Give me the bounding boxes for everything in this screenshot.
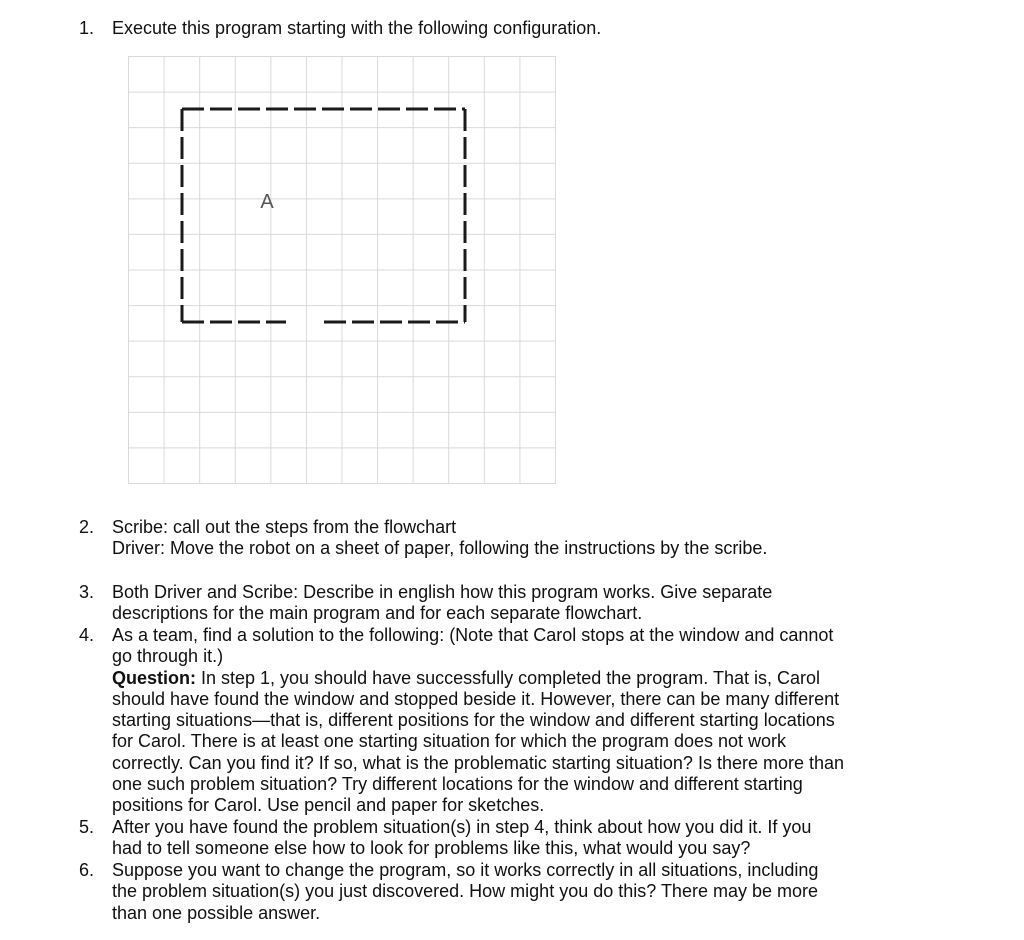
question-text: positions for Carol. Use pencil and paper for sketches. bbox=[112, 795, 545, 816]
item-text-line: Execute this program starting with the following configuration. bbox=[112, 18, 602, 38]
item-number: 5. bbox=[79, 817, 95, 837]
question-text: should have found the window and stopped beside it. However, there can be many different bbox=[112, 688, 840, 709]
item-text-line: had to tell someone else how to look for problems like this, what would you say? bbox=[112, 838, 751, 859]
question-label: Question: bbox=[112, 667, 196, 688]
item-text-line: As a team, find a solution to the following: (Note that Carol stops at the window and cannot bbox=[112, 625, 834, 645]
item-text-line: descriptions for the main program and for each separate flowchart. bbox=[112, 603, 643, 624]
grid-diagram bbox=[128, 56, 556, 484]
question-text: for Carol. There is at least one starting situation for which the program does not work bbox=[112, 731, 786, 752]
grid-lines bbox=[128, 56, 556, 484]
item-number: 6. bbox=[79, 860, 95, 880]
question-text: In step 1, you should have successfully completed the program. That is, Carol bbox=[196, 667, 820, 688]
item-text-line: go through it.) bbox=[112, 646, 224, 667]
question-line bbox=[112, 668, 972, 689]
item-text-line: Scribe: call out the steps from the flowchart bbox=[112, 517, 457, 537]
question-text: starting situations—that is, different positions for the window and different starting locations bbox=[112, 710, 835, 731]
item-text-line: Driver: Move the robot on a sheet of paper, following the instructions by the scribe. bbox=[112, 538, 768, 559]
item-text-line: than one possible answer. bbox=[112, 902, 321, 923]
robot-carol-icon: A bbox=[260, 191, 274, 213]
item-text-line: Both Driver and Scribe: Describe in english how this program works. Give separate bbox=[112, 582, 773, 602]
robot-grid-figure bbox=[128, 56, 556, 484]
item-text-line: After you have found the problem situation(s) in step 4, think about how you did it. If you bbox=[112, 817, 812, 837]
question-text: correctly. Can you find it? If so, what is the problematic starting situation? Is there more than bbox=[112, 752, 845, 773]
item-number: 2. bbox=[79, 517, 95, 537]
item-text-line: the problem situation(s) you just discovered. How might you do this? There may be more bbox=[112, 881, 818, 902]
item-number: 1. bbox=[79, 18, 95, 38]
item-text-line: Suppose you want to change the program, so it works correctly in all situations, including bbox=[112, 860, 819, 880]
question-text: one such problem situation? Try different locations for the window and different starting bbox=[112, 774, 803, 795]
item-number: 3. bbox=[79, 582, 95, 602]
item-number: 4. bbox=[79, 625, 95, 645]
walls bbox=[182, 109, 465, 322]
